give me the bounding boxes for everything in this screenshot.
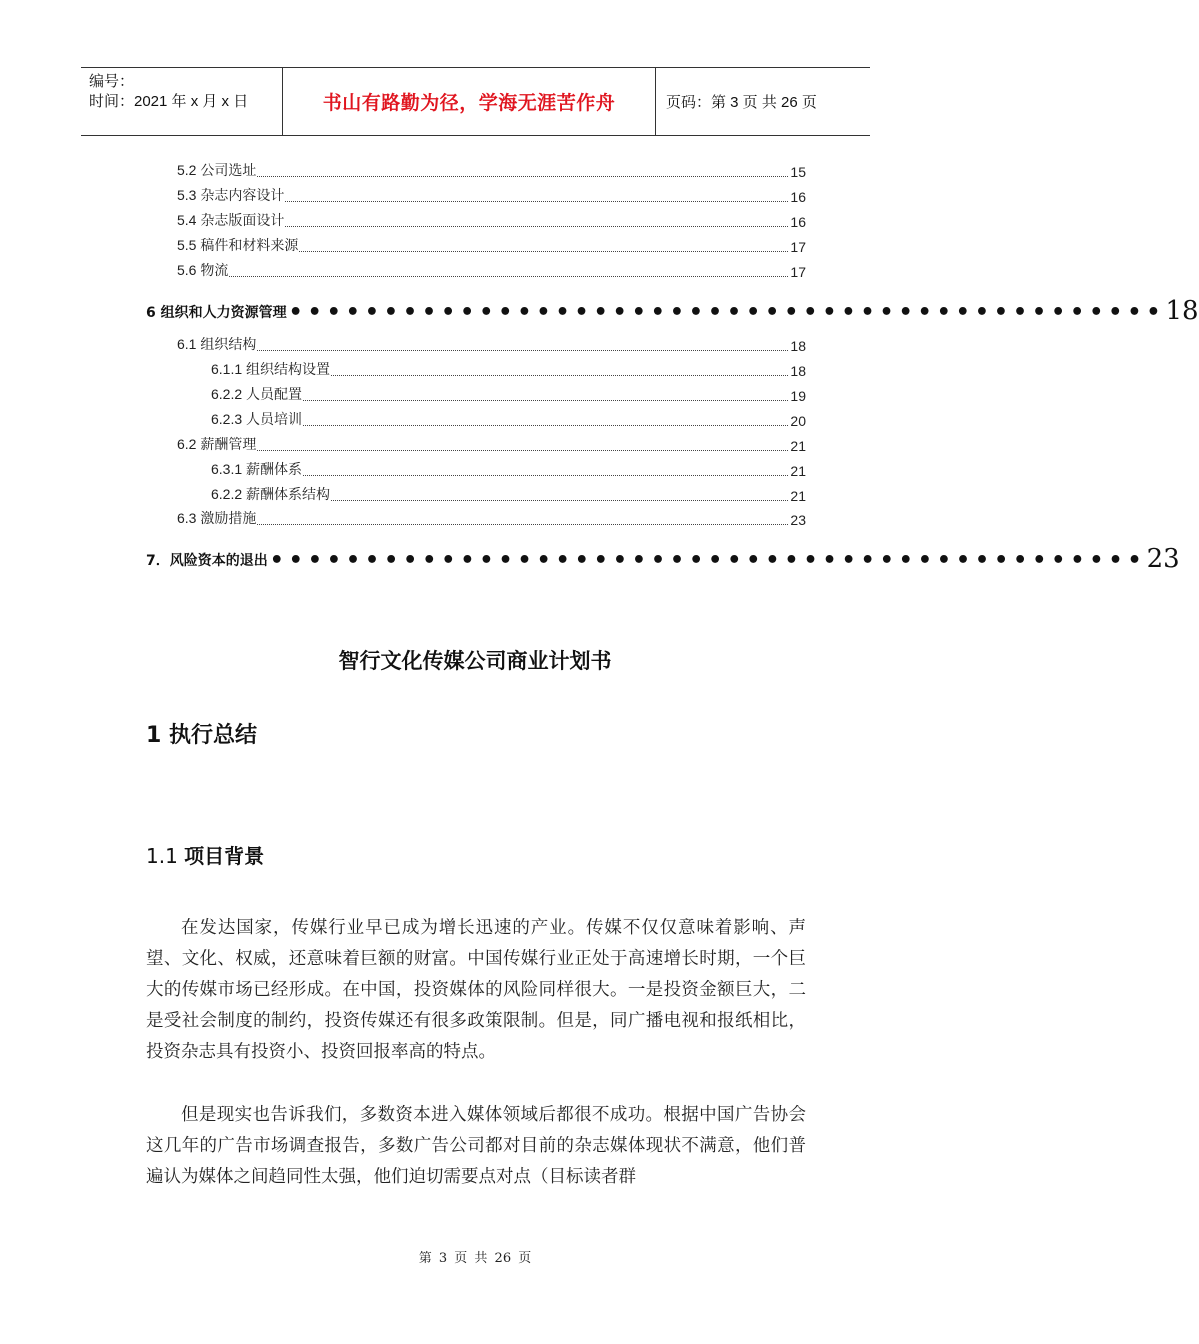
toc-leader: •••••••••••••••••••••••••••••••••••••••••••••• <box>288 300 1166 325</box>
toc-entry[interactable] <box>177 185 806 205</box>
toc-entry-page: 17 <box>790 239 806 255</box>
subsection-title: 项目背景 <box>184 844 265 868</box>
toc-entry-label: 5.2 公司选址 <box>177 162 257 178</box>
header-motto: 书山有路勤为径，学海无涯苦作舟 <box>282 68 656 135</box>
page-header <box>81 67 870 136</box>
toc-entry-page: 15 <box>790 164 806 180</box>
toc-entry[interactable] <box>177 508 806 528</box>
toc-leader <box>257 449 788 451</box>
toc-entry-label: 5.4 杂志版面设计 <box>177 212 285 228</box>
toc-entry[interactable] <box>177 434 806 454</box>
header-meta <box>81 68 282 135</box>
document-title: 智行文化传媒公司商业计划书 <box>338 649 612 673</box>
toc-entry-label: 6 组织和人力资源管理 <box>146 305 287 321</box>
body-paragraph: 在发达国家，传媒行业早已成为增长迅速的产业。传媒不仅仅意味着影响、声望、文化、权威，还意味着巨额的财富。中国传媒行业正处于高速增长时期，一个巨大的传媒市场已经形成。在中国，投资媒体的风险同样很大。一是投资金额巨大，二是受社会制度的制约，投资传媒还有很多政策限制。但是，同广播电视和报纸相比，投资杂志具有投资小、投资回报率高的特点。 <box>146 918 806 1062</box>
toc-entry-label: 5.6 物流 <box>177 262 229 278</box>
toc-entry[interactable] <box>177 334 806 354</box>
toc-leader <box>257 523 788 525</box>
toc-entry-label: 5.3 杂志内容设计 <box>177 187 285 203</box>
toc-entry-page: 23 <box>790 512 806 528</box>
toc-chapter-entry[interactable] <box>146 542 1180 574</box>
toc-entry-label: 7．风险资本的退出 <box>146 553 268 569</box>
toc-entry-page: 21 <box>790 463 806 479</box>
toc-leader <box>299 250 788 252</box>
toc-leader <box>285 200 788 202</box>
toc-entry[interactable] <box>177 235 806 255</box>
toc-entry-page: 18 <box>790 363 806 379</box>
toc-entry-label: 6.3 激励措施 <box>177 510 257 526</box>
toc-entry[interactable] <box>211 384 806 404</box>
toc-entry-page: 21 <box>790 438 806 454</box>
toc-entry-label: 6.3.1 薪酬体系 <box>211 461 303 477</box>
toc-leader <box>303 424 788 426</box>
toc-entry-label: 6.1.1 组织结构设置 <box>211 361 331 377</box>
toc-leader <box>331 374 788 376</box>
toc-leader <box>303 399 788 401</box>
body-paragraph: 但是现实也告诉我们，多数资本进入媒体领域后都很不成功。根据中国广告协会这几年的广告市场调查报告，多数广告公司都对目前的杂志媒体现状不满意，他们普遍认为媒体之间趋同性太强，他们迫切需要点对点（目标读者群 <box>146 1105 806 1187</box>
toc-entry[interactable] <box>211 459 806 479</box>
toc-chapter-entry[interactable] <box>146 294 1199 326</box>
page-footer: 第 3 页 共 26 页 <box>418 1251 532 1266</box>
toc-entry-label: 6.1 组织结构 <box>177 336 257 352</box>
toc-entry-page: 20 <box>790 413 806 429</box>
header-page-info: 页码：第 3 页 共 26 页 <box>666 94 817 111</box>
toc-leader <box>303 474 788 476</box>
date-label: 时间：2021 年 x 月 x 日 <box>89 93 249 110</box>
toc-leader <box>331 499 788 501</box>
section-heading: 1 执行总结 <box>146 723 257 748</box>
toc-entry[interactable] <box>211 484 806 504</box>
toc-leader <box>257 349 788 351</box>
number-label: 编号： <box>89 73 135 90</box>
toc-leader <box>229 275 788 277</box>
toc-leader <box>257 175 788 177</box>
toc-entry-page: 23 <box>1146 544 1180 574</box>
toc-entry-page: 16 <box>790 214 806 230</box>
toc-entry-page: 17 <box>790 264 806 280</box>
toc-entry[interactable] <box>211 409 806 429</box>
toc-entry[interactable] <box>177 210 806 230</box>
subsection-number: 1.1 <box>146 844 185 868</box>
toc-entry-label: 5.5 稿件和材料来源 <box>177 237 299 253</box>
toc-entry-page: 18 <box>790 338 806 354</box>
toc-entry-label: 6.2.2 薪酬体系结构 <box>211 486 331 502</box>
toc-entry[interactable] <box>211 359 806 379</box>
toc-entry-page: 21 <box>790 488 806 504</box>
toc-entry-label: 6.2.3 人员培训 <box>211 411 303 427</box>
toc-entry-page: 16 <box>790 189 806 205</box>
toc-entry-page: 19 <box>790 388 806 404</box>
toc-entry-label: 6.2.2 人员配置 <box>211 386 303 402</box>
toc-leader <box>285 225 788 227</box>
toc-entry[interactable] <box>177 160 806 180</box>
toc-entry-label: 6.2 薪酬管理 <box>177 436 257 452</box>
toc-entry-page: 18 <box>1165 296 1199 326</box>
subsection-heading <box>146 840 264 869</box>
toc-entry[interactable] <box>177 260 806 280</box>
toc-leader: •••••••••••••••••••••••••••••••••••••••••••••• <box>269 548 1147 573</box>
